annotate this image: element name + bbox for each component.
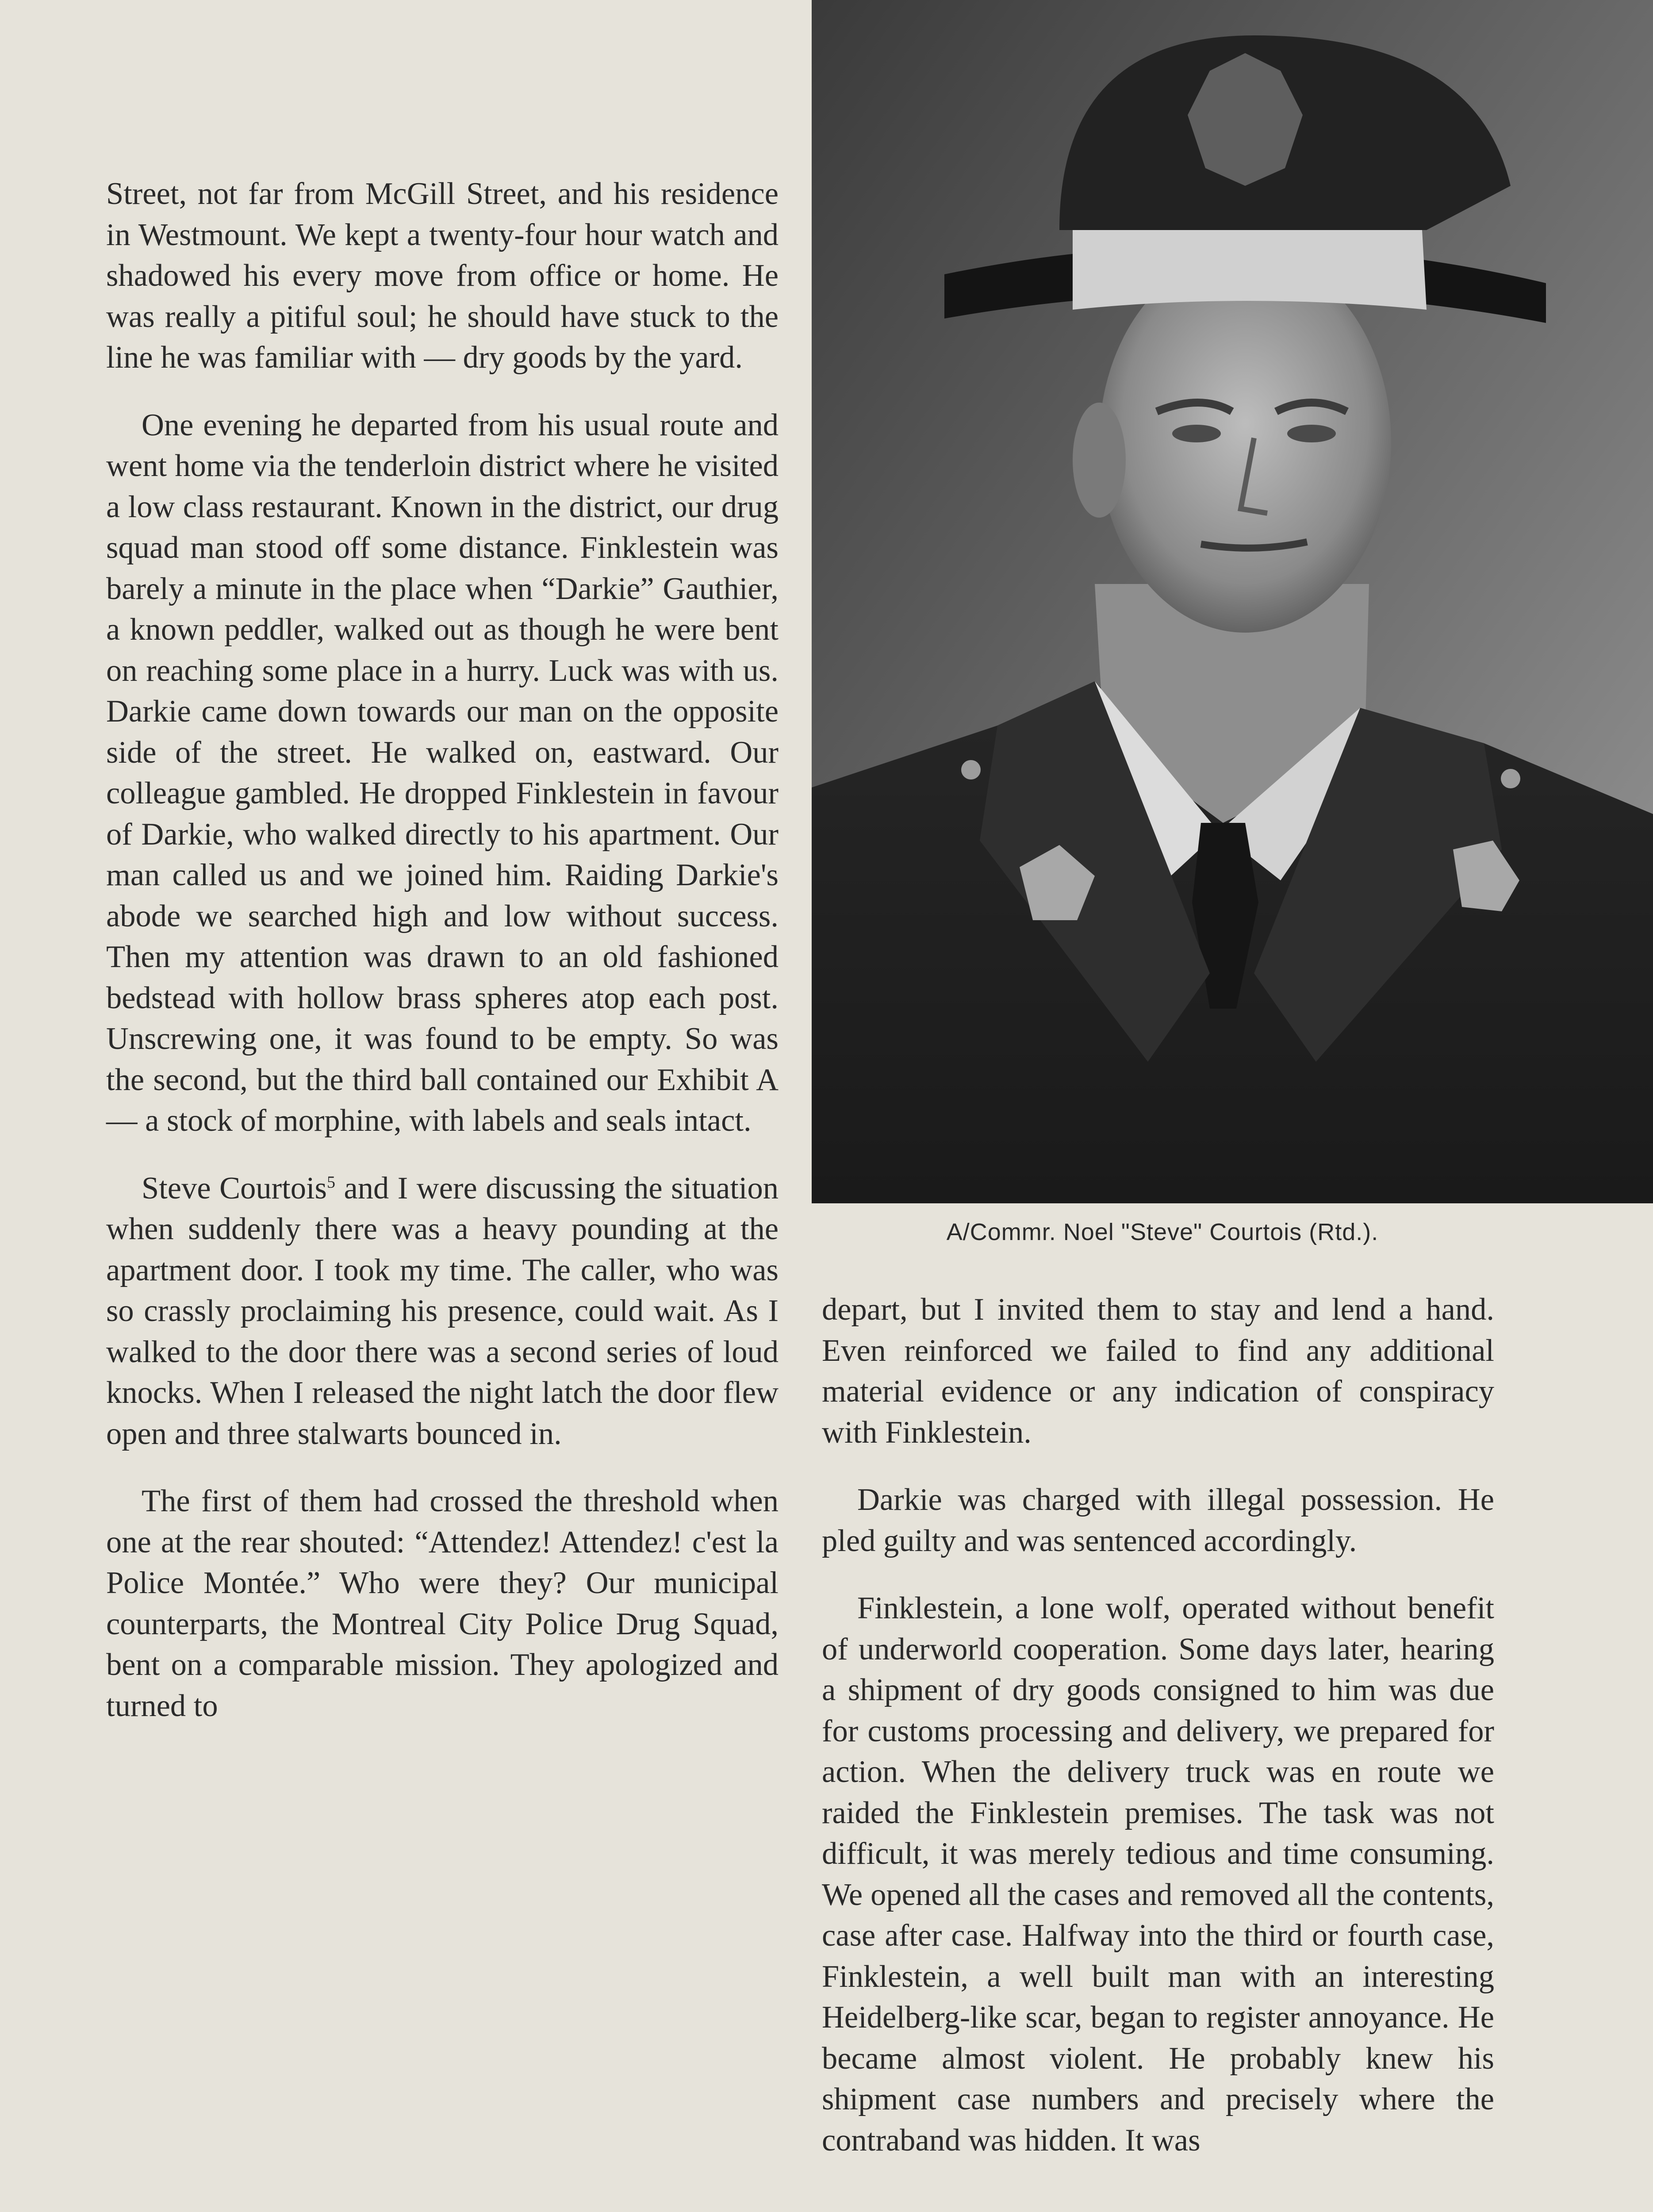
footnote-reference: 5 — [327, 1173, 335, 1191]
paragraph: The first of them had crossed the threshold when one at the rear shouted: “Attendez! Attendez! c'est la Police Montée.” Who were they? Our municipal counterparts, the Montreal City Police Drug Squad, bent on a comparable mission. They apologized and turned to — [106, 1484, 779, 1723]
right-text-column — [822, 1289, 1494, 2187]
paragraph: Finklestein, a lone wolf, operated without benefit of underworld cooperation. Some days later, hearing a shipment of dry goods consigned to him was due for customs processing and delivery, we prepared for action. When the delivery truck was en route we raided the Finklestein premises. The task was not difficult, it was merely tedious and time consuming. We opened all the cases and removed all the contents, case after case. Halfway into the third or fourth case, Finklestein, a well built man with an interesting Heidelberg-like scar, began to register annoyance. He became almost violent. He probably knew his shipment case numbers and precisely where the contraband was hidden. It was — [822, 1591, 1494, 2158]
paragraph: Darkie was charged with illegal possession. He pled guilty and was sentenced accordingly. — [822, 1482, 1494, 1558]
portrait-photo — [812, 0, 1653, 1203]
paragraph — [106, 1168, 779, 1455]
photo-caption: A/Commr. Noel "Steve" Courtois (Rtd.). — [946, 1219, 1379, 1245]
paragraph: Street, not far from McGill Street, and his residence in Westmount. We kept a twenty-four hour watch and shadowed his every move from office or home. He was really a pitiful soul; he should have stuck to the line he was familiar with — dry goods by the yard. — [106, 177, 779, 375]
paragraph-text: Steve Courtois — [142, 1171, 327, 1206]
paragraph: depart, but I invited them to stay and lend a hand. Even reinforced we failed to find any additional material evidence or any indication of conspiracy with Finklestein. — [822, 1292, 1494, 1450]
paragraph-text: and I were discussing the situation when suddenly there was a heavy pounding at the apartment door. I took my time. The caller, who was so crassly proclaiming his presence, could wait. As I walked to the door there was a second series of loud knocks. When I released the night latch the door flew open and three stalwarts bounced in. — [106, 1171, 779, 1451]
left-text-column — [106, 173, 779, 1753]
paragraph: One evening he departed from his usual route and went home via the tenderloin district where he visited a low class restaurant. Known in the district, our drug squad man stood off some distance. Finklestein was barely a minute in the place when “Darkie” Gauthier, a known peddler, walked out as though he were bent on reaching some place in a hurry. Luck was with us. Darkie came down towards our man on the opposite side of the street. He walked on, eastward. Our colleague gambled. He dropped Finklestein in favour of Darkie, who walked directly to his apartment. Our man called us and we joined him. Raiding Darkie's abode we searched high and low without success. Then my attention was drawn to an old fashioned bedstead with hollow brass spheres atop each post. Unscrewing one, it was found to be empty. So was the second, but the third ball contained our Exhibit A — a stock of morphine, with labels and seals intact. — [106, 407, 779, 1138]
